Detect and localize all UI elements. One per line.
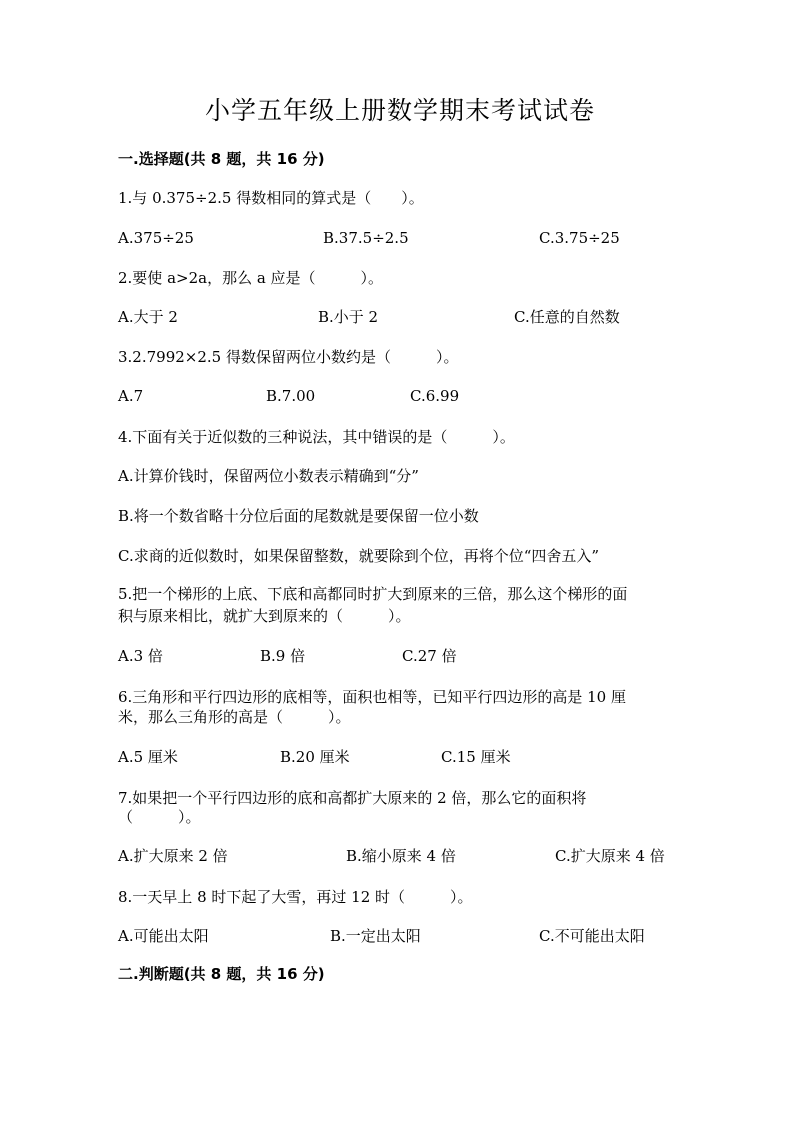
question-4-option-b: B.将一个数省略十分位后面的尾数就是要保留一位小数 [118,507,479,525]
question-3-option-a: A.7 [118,387,144,405]
question-2-option-a: A.大于 2 [118,308,178,326]
question-3: 3.2.7992×2.5 得数保留两位小数约是（ ）。 [118,348,459,366]
question-4-option-a: A.计算价钱时，保留两位小数表示精确到“分” [118,467,419,485]
question-5-line-2: 积与原来相比，就扩大到原来的（ ）。 [118,607,411,625]
question-7-line-1: 7.如果把一个平行四边形的底和高都扩大原来的 2 倍，那么它的面积将 [118,789,587,807]
question-1-option-b: B.37.5÷2.5 [323,229,409,247]
page-title: 小学五年级上册数学期末考试试卷 [204,96,595,125]
question-5-option-b: B.9 倍 [260,647,306,665]
question-5-line-1: 5.把一个梯形的上底、下底和高都同时扩大到原来的三倍，那么这个梯形的面 [118,585,628,603]
section-heading-choice: 一.选择题(共 8 题，共 16 分) [118,150,325,168]
question-8-option-c: C.不可能出太阳 [539,927,645,945]
section-heading-judgement: 二.判断题(共 8 题，共 16 分) [118,965,325,983]
question-6-option-b: B.20 厘米 [280,748,350,766]
question-8: 8.一天早上 8 时下起了大雪，再过 12 时（ ）。 [118,888,473,906]
question-7-option-b: B.缩小原来 4 倍 [346,847,456,865]
question-8-options [118,924,693,948]
question-4: 4.下面有关于近似数的三种说法，其中错误的是（ ）。 [118,428,515,446]
question-3-option-b: B.7.00 [266,387,316,405]
question-3-options [118,384,693,408]
question-7-option-c: C.扩大原来 4 倍 [555,847,665,865]
question-1: 1.与 0.375÷2.5 得数相同的算式是（ ）。 [118,189,424,207]
question-7-line-2: （ ）。 [118,808,201,826]
question-6-options [118,745,693,769]
question-7-option-a: A.扩大原来 2 倍 [118,847,228,865]
question-8-option-a: A.可能出太阳 [118,927,209,945]
question-4-option-c: C.求商的近似数时，如果保留整数，就要除到个位，再将个位“四舍五入” [118,547,600,565]
question-1-options [118,226,693,250]
question-5-option-c: C.27 倍 [402,647,457,665]
question-6-line-2: 米，那么三角形的高是（ ）。 [118,708,351,726]
question-1-option-a: A.375÷25 [118,229,194,247]
question-2-options [118,305,693,329]
question-2-option-b: B.小于 2 [318,308,379,326]
question-5-options [118,644,693,668]
question-6-line-1: 6.三角形和平行四边形的底相等，面积也相等，已知平行四边形的高是 10 厘 [118,688,626,706]
question-2-option-c: C.任意的自然数 [514,308,620,326]
question-6-option-a: A.5 厘米 [118,748,178,766]
question-7-options [118,844,693,868]
question-2: 2.要使 a>2a，那么 a 应是（ ）。 [118,269,384,287]
question-1-option-c: C.3.75÷25 [539,229,620,247]
question-6-option-c: C.15 厘米 [441,748,511,766]
question-5-option-a: A.3 倍 [118,647,163,665]
question-8-option-b: B.一定出太阳 [330,927,421,945]
question-3-option-c: C.6.99 [410,387,460,405]
